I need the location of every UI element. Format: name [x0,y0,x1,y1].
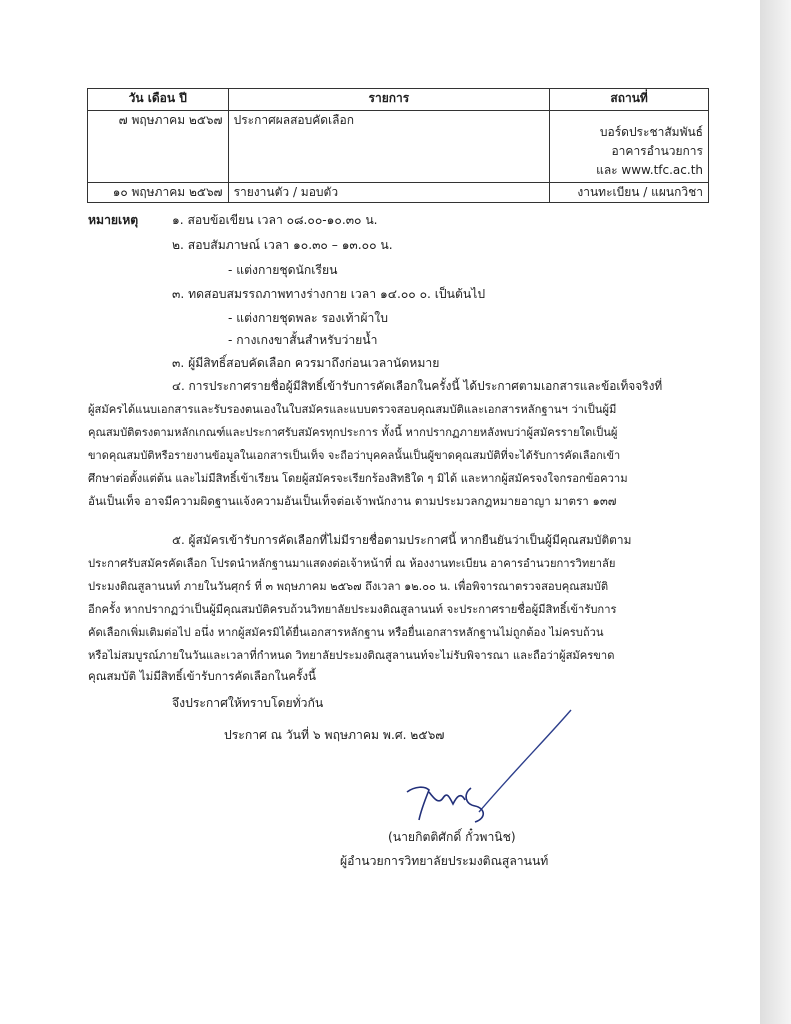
table-row [88,183,709,203]
note-4: ๓. ผู้มีสิทธิ์สอบคัดเลือก ควรมาถึงก่อนเวลานัดหมาย [172,356,440,370]
signer-position: ผู้อำนวยการวิทยาลัยประมงติณสูลานนท์ [340,854,549,868]
paragraph-5-line: คุณสมบัติ ไม่มีสิทธิ์เข้ารับการคัดเลือกในครั้งนี้ [88,669,316,683]
paragraph-4-line: ศึกษาต่อตั้งแต่ต้น และไม่มีสิทธิ์เข้าเรียน โดยผู้สมัครจะเรียกร้องสิทธิใด ๆ มิได้ และหากผู้สมัครจงใจกรอกข้อความ [88,472,628,485]
row-place-line: งานทะเบียน / แผนกวิชา [577,185,703,199]
paragraph-4-line: ขาดคุณสมบัติหรือรายงานข้อมูลในเอกสารเป็นเท็จ จะถือว่าบุคคลนั้นเป็นผู้ขาดคุณสมบัติที่จะได้รับการคัดเลือกเข้า [88,449,621,462]
paragraph-5-line: หรือไม่สมบูรณ์ภายในวันและเวลาที่กำหนด วิทยาลัยประมงติณสูลานนท์จะไม่รับพิจารณา และถือว่าผู้สมัครขาด [88,649,615,662]
row-item: ประกาศผลสอบคัดเลือก [228,111,550,183]
note-3-sub: - กางเกงขาสั้นสำหรับว่ายน้ำ [228,333,378,347]
schedule-table [87,88,709,203]
note-2: ๒. สอบสัมภาษณ์ เวลา ๑๐.๓๐ – ๑๓.๐๐ น. [172,238,393,252]
row-place-line: อาคารอำนวยการ [611,144,703,158]
header-place: สถานที่ [550,89,709,111]
paragraph-5-line: อีกครั้ง หากปรากฏว่าเป็นผู้มีคุณสมบัติครบถ้วนวิทยาลัยประมงติณสูลานนท์ จะประกาศรายชื่อผู้มีสิทธิ์เข้ารับการ [88,603,617,616]
row-item: รายงานตัว / มอบตัว [228,183,550,203]
paragraph-5-line: ๕. ผู้สมัครเข้ารับการคัดเลือกที่ไม่มีรายชื่อตามประกาศนี้ หากยืนยันว่าเป็นผู้มีคุณสมบัติตาม [172,533,632,547]
row-place [550,183,709,203]
paragraph-5-line: ประกาศรับสมัครคัดเลือก โปรดนำหลักฐานมาแสดงต่อเจ้าหน้าที่ ณ ห้องงานทะเบียน อาคารอำนวยการวิทยาลัย [88,557,616,570]
paragraph-5-line: ประมงติณสูลานนท์ ภายในวันศุกร์ ที่ ๓ พฤษภาคม ๒๕๖๗ ถึงเวลา ๑๒.๐๐ น. เพื่อพิจารณาตรวจสอบคุณสมบัติ [88,580,609,593]
paragraph-4-line: คุณสมบัติตรงตามหลักเกณฑ์และประกาศรับสมัครทุกประการ ทั้งนี้ หากปรากฏภายหลังพบว่าผู้สมัครรายใดเป็นผู้ [88,426,618,439]
paragraph-4-line: ผู้สมัครได้แนบเอกสารและรับรองตนเองในใบสมัครและแบบตรวจสอบคุณสมบัติและเอกสารหลักฐานฯ ว่าเป็นผู้มี [88,403,617,416]
row-date: ๗ พฤษภาคม ๒๕๖๗ [88,111,229,183]
signer-name: (นายกิตติศักดิ์ กั๋วพานิช) [388,830,516,844]
table-header-row [88,89,709,111]
note-3: ๓. ทดสอบสมรรถภาพทางร่างกาย เวลา ๑๔.๐๐ ๐. เป็นต้นไป [172,287,486,301]
row-place-line: บอร์ดประชาสัมพันธ์ [599,125,703,139]
closing-announcement: จึงประกาศให้ทราบโดยทั่วกัน [172,696,324,710]
row-date: ๑๐ พฤษภาคม ๒๕๖๗ [88,183,229,203]
signature-image [395,700,585,830]
table-row [88,111,709,183]
announcement-date: ประกาศ ณ วันที่ ๖ พฤษภาคม พ.ศ. ๒๕๖๗ [224,728,445,742]
notes-label: หมายเหตุ [88,213,139,227]
paragraph-4-line: อันเป็นเท็จ อาจมีความผิดฐานแจ้งความอันเป็นเท็จต่อเจ้าพนักงาน ตามประมวลกฎหมายอาญา มาตรา ๑๓๗ [88,494,617,508]
row-place-line: และ www.tfc.ac.th [596,163,703,177]
paragraph-4-line: ๔. การประกาศรายชื่อผู้มีสิทธิ์เข้ารับการคัดเลือกในครั้งนี้ ได้ประกาศตามเอกสารและข้อเท็จจริงที่ [172,379,663,393]
paragraph-5-line: คัดเลือกเพิ่มเติมต่อไป อนึ่ง หากผู้สมัครมิได้ยื่นเอกสารหลักฐาน หรือยื่นเอกสารหลักฐานไม่ถูกต้อง ไม่ครบถ้วน [88,626,604,639]
header-date: วัน เดือน ปี [88,89,229,111]
header-item: รายการ [228,89,550,111]
note-1: ๑. สอบข้อเขียน เวลา ๐๘.๐๐-๑๐.๓๐ น. [172,213,378,227]
page-edge [760,0,791,1024]
row-place [550,111,709,183]
note-2-sub: - แต่งกายชุดนักเรียน [228,263,338,277]
note-3-sub: - แต่งกายชุดพละ รองเท้าผ้าใบ [228,311,388,325]
